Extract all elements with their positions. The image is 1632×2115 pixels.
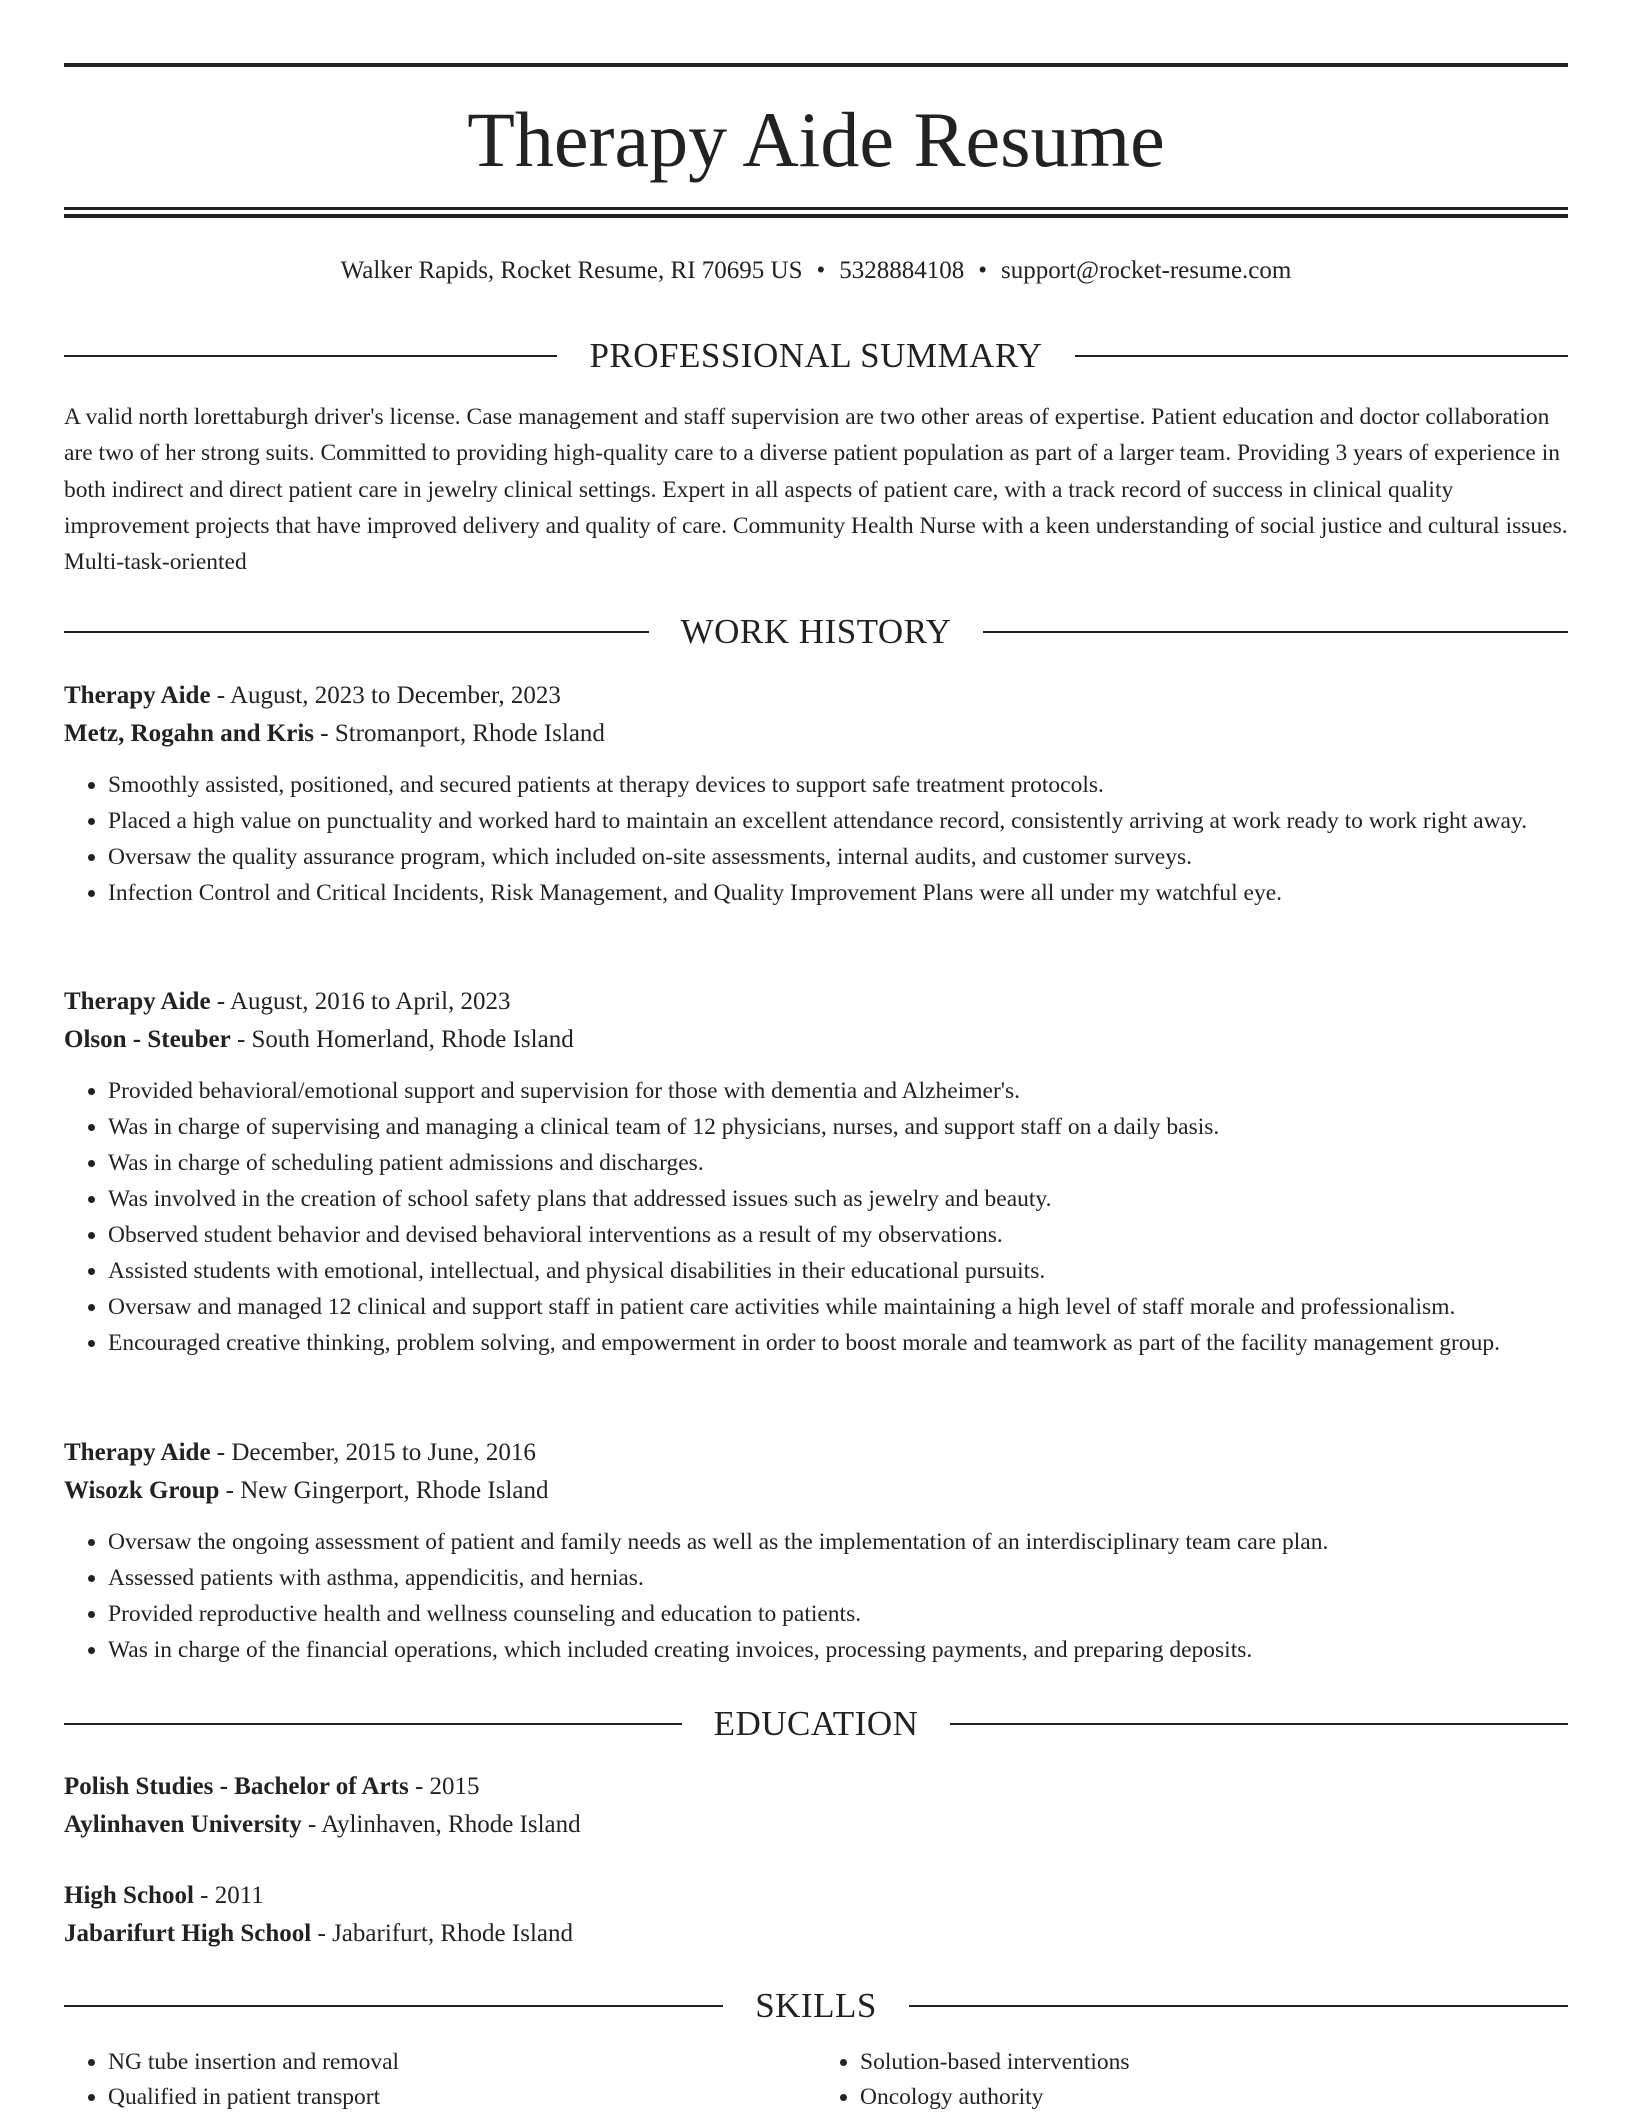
- job-dates: - August, 2023 to December, 2023: [210, 682, 561, 709]
- list-item: • Encouraged creative thinking, problem solving, and empowerment in order to boost morale and teamwork as part of the facility management group.: [108, 1325, 1568, 1361]
- list-item: • Provided behavioral/emotional support and supervision for those with dementia and Alzheimer's.: [108, 1073, 1568, 1109]
- education-degree: Polish Studies - Bachelor of Arts: [64, 1773, 409, 1800]
- education-location: - Aylinhaven, Rhode Island: [301, 1811, 581, 1838]
- contact-address: Walker Rapids, Rocket Resume, RI 70695 US: [340, 257, 803, 284]
- section-rule: [983, 631, 1568, 633]
- list-item: • Infection Control and Critical Incidents, Risk Management, and Quality Improvement Plans were all under my watchful eye.: [108, 875, 1568, 911]
- job-employer: Olson - Steuber: [64, 1026, 231, 1053]
- job-title: Therapy Aide: [64, 988, 211, 1015]
- list-item: • Observed student behavior and devised behavioral interventions as a result of my observations.: [108, 1217, 1568, 1253]
- job-title: Therapy Aide: [64, 682, 211, 709]
- section-rule: [909, 2005, 1568, 2007]
- job-dates: - August, 2016 to April, 2023: [210, 988, 511, 1015]
- section-header-education: [64, 1702, 1568, 1746]
- contact-phone: 5328884108: [839, 257, 965, 284]
- job-location: - New Gingerport, Rhode Island: [219, 1477, 549, 1504]
- top-rule: [64, 63, 1568, 67]
- section-header-work: [64, 610, 1568, 654]
- section-rule: [64, 2005, 723, 2007]
- job-title-line: [64, 1434, 1568, 1472]
- list-item: • Oncology authority: [860, 2080, 1568, 2115]
- job-title-line: [64, 677, 1568, 715]
- skills-column-right: [816, 2045, 1568, 2115]
- education-degree-line: [64, 1877, 1568, 1915]
- education-year: - 2015: [408, 1773, 480, 1800]
- title-double-rule: [64, 207, 1568, 218]
- job-entry: [64, 983, 1568, 1361]
- list-item: • Was in charge of supervising and managing a clinical team of 12 physicians, nurses, and support staff on a daily basis.: [108, 1109, 1568, 1145]
- list-item: • Was involved in the creation of school safety plans that addressed issues such as jewelry and beauty.: [108, 1181, 1568, 1217]
- section-title: PROFESSIONAL SUMMARY: [589, 336, 1043, 375]
- education-year: - 2011: [193, 1882, 264, 1909]
- list-item: • NG tube insertion and removal: [108, 2045, 816, 2080]
- skills-column-left: [64, 2045, 816, 2115]
- section-title: SKILLS: [755, 1986, 877, 2025]
- section-header-skills: [64, 1984, 1568, 2028]
- contact-line: [64, 254, 1568, 288]
- list-item: • Qualified in patient transport: [108, 2080, 816, 2115]
- list-item: • Oversaw the quality assurance program, which included on-site assessments, internal audits, and customer surveys.: [108, 839, 1568, 875]
- job-employer-line: [64, 715, 1568, 753]
- job-bullets: [64, 767, 1568, 911]
- job-location: - South Homerland, Rhode Island: [230, 1026, 574, 1053]
- list-item: • Assisted students with emotional, intellectual, and physical disabilities in their educational pursuits.: [108, 1253, 1568, 1289]
- job-employer: Metz, Rogahn and Kris: [64, 720, 314, 747]
- contact-separator: •: [978, 257, 988, 284]
- job-title-line: [64, 983, 1568, 1021]
- skills-list: [64, 2045, 1568, 2115]
- list-item: • Provided reproductive health and wellness counseling and education to patients.: [108, 1596, 1568, 1632]
- section-rule: [64, 1723, 682, 1725]
- resume-title: Therapy Aide Resume: [467, 96, 1165, 183]
- education-school: Aylinhaven University: [64, 1811, 302, 1838]
- section-title: WORK HISTORY: [680, 612, 952, 651]
- education-entry: [64, 1768, 1568, 1844]
- job-bullets: [64, 1524, 1568, 1668]
- list-item: • Was in charge of scheduling patient admissions and discharges.: [108, 1145, 1568, 1181]
- section-rule: [64, 355, 557, 357]
- list-item: • Placed a high value on punctuality and worked hard to maintain an excellent attendance record, consistently arriving at work ready to work right away.: [108, 803, 1568, 839]
- list-item: • Oversaw the ongoing assessment of patient and family needs as well as the implementation of an interdisciplinary team care plan.: [108, 1524, 1568, 1560]
- job-employer: Wisozk Group: [64, 1477, 220, 1504]
- section-rule: [64, 631, 649, 633]
- section-header-summary: [64, 334, 1568, 378]
- job-title: Therapy Aide: [64, 1439, 211, 1466]
- education-degree-line: [64, 1768, 1568, 1806]
- contact-separator: •: [816, 257, 826, 284]
- list-item: • Smoothly assisted, positioned, and secured patients at therapy devices to support safe treatment protocols.: [108, 767, 1568, 803]
- education-entry: [64, 1877, 1568, 1953]
- job-dates: - December, 2015 to June, 2016: [210, 1439, 536, 1466]
- education-degree: High School: [64, 1882, 194, 1909]
- education-school-line: [64, 1806, 1568, 1844]
- section-title: EDUCATION: [713, 1704, 919, 1743]
- job-employer-line: [64, 1472, 1568, 1510]
- summary-text: A valid north lorettaburgh driver's license. Case management and staff supervision are two other areas of expertise. Patient education and doctor collaboration are two of her strong suits. Committed to providing high-quality care to a diverse patient population as part of a larger team. Providing 3 years of experience in both indirect and direct patient care in jewelry clinical settings. Expert in all aspects of patient care, with a track record of success in clinical quality improvement projects that have improved delivery and quality of care. Community Health Nurse with a keen understanding of social justice and cultural issues. Multi-task-oriented: [64, 404, 1568, 576]
- list-item: • Assessed patients with asthma, appendicitis, and hernias.: [108, 1560, 1568, 1596]
- job-entry: [64, 677, 1568, 911]
- list-item: • Solution-based interventions: [860, 2045, 1568, 2080]
- section-rule: [1075, 355, 1568, 357]
- contact-email: support@rocket-resume.com: [1001, 257, 1292, 284]
- education-school: Jabarifurt High School: [64, 1920, 312, 1947]
- job-location: - Stromanport, Rhode Island: [314, 720, 605, 747]
- section-rule: [950, 1723, 1568, 1725]
- job-entry: [64, 1434, 1568, 1668]
- job-employer-line: [64, 1021, 1568, 1059]
- list-item: • Oversaw and managed 12 clinical and support staff in patient care activities while maintaining a high level of staff morale and professionalism.: [108, 1289, 1568, 1325]
- list-item: • Was in charge of the financial operations, which included creating invoices, processing payments, and preparing deposits.: [108, 1632, 1568, 1668]
- education-location: - Jabarifurt, Rhode Island: [311, 1920, 573, 1947]
- education-school-line: [64, 1915, 1568, 1953]
- job-bullets: [64, 1073, 1568, 1361]
